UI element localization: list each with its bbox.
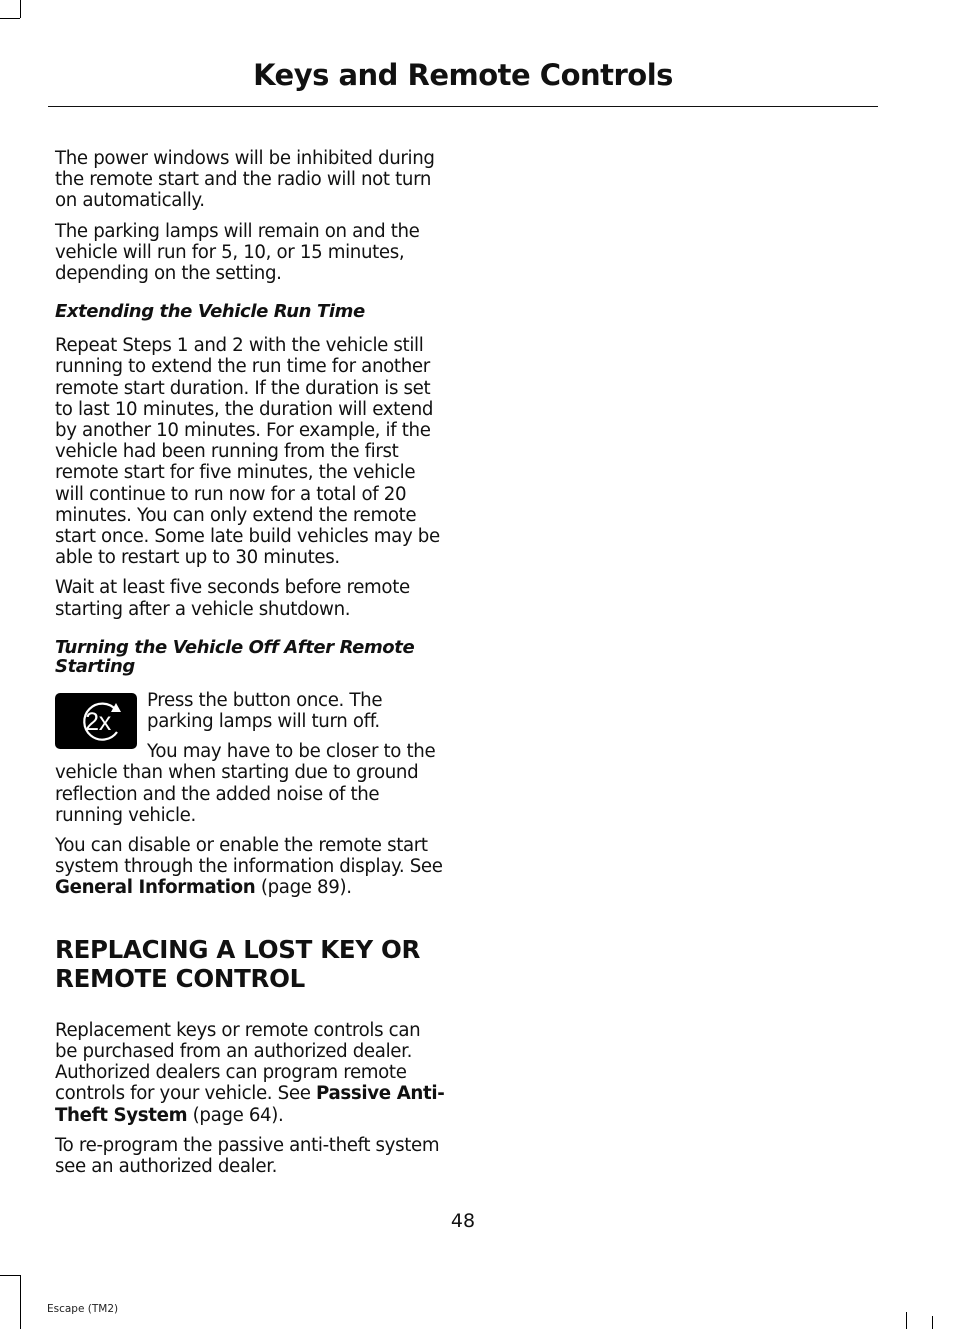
subheading-extending-run-time: Extending the Vehicle Run Time <box>55 301 365 323</box>
subheading-turning-off: Turning the Vehicle Off After Remote Starting <box>55 636 415 677</box>
crop-mark-top-left-h <box>0 18 20 19</box>
paragraph-press-button: Press the button once. The parking lamps will turn off. <box>147 689 383 733</box>
section-heading-replacing-key: REPLACING A LOST KEY OR REMOTE CONTROL <box>55 934 421 993</box>
paragraph-disable-enable: You can disable or enable the remote start system through the information display. See General Information (page 89). <box>55 835 443 899</box>
crop-mark-bottom-right-v2 <box>932 1316 933 1329</box>
title-divider <box>48 106 878 107</box>
link-general-information[interactable]: General Information <box>55 877 256 899</box>
paragraph-extend-run-time: Repeat Steps 1 and 2 with the vehicle still running to extend the run time for another remote start duration. If the duration is set to last 10 minutes, the duration will extend by another 10 minutes. For example, if the vehicle had been running from the first remote start for five minutes, the vehicle will continue to run now for a total of 20 minutes. You can only extend the remote start once. Some late build vehicles may be able to restart up to 30 minutes. <box>55 335 440 569</box>
remote-start-arrow-icon <box>60 697 132 745</box>
paragraph-replacement-keys: Replacement keys or remote controls can be purchased from an authorized dealer. Authorized dealers can program remote controls for your vehicle. See Passive Anti-Theft System (page 64). <box>55 1019 445 1126</box>
icon-2x-label: 2x <box>85 707 111 736</box>
footer-model: Escape (TM2) <box>47 1303 119 1315</box>
crop-mark-bottom-left-v <box>20 1275 21 1329</box>
paragraph-closer-to-vehicle: You may have to be closer to the vehicle than when starting due to ground reflection and the added noise of the running vehicle. <box>55 741 436 826</box>
icon-paragraph-row <box>55 690 447 835</box>
crop-mark-top-left-v <box>20 0 21 18</box>
page-number: 48 <box>450 1210 476 1232</box>
paragraph-wait-five-seconds: Wait at least five seconds before remote starting after a vehicle shutdown. <box>55 577 410 620</box>
crop-mark-bottom-left-h <box>0 1275 20 1276</box>
remote-start-2x-icon <box>55 693 137 749</box>
paragraph-power-windows: The power windows will be inhibited during the remote start and the radio will not turn on automatically. <box>55 148 435 212</box>
page-title: Keys and Remote Controls <box>253 58 673 92</box>
link-passive-anti-theft[interactable]: Passive Anti-Theft System <box>55 1083 445 1126</box>
crop-mark-bottom-right-v1 <box>906 1312 907 1329</box>
paragraph-parking-lamps: The parking lamps will remain on and the vehicle will run for 5, 10, or 15 minutes, depending on the setting. <box>55 220 420 285</box>
main-column <box>55 148 447 1186</box>
paragraph-reprogram: To re-program the passive anti-theft system see an authorized dealer. <box>55 1134 440 1177</box>
